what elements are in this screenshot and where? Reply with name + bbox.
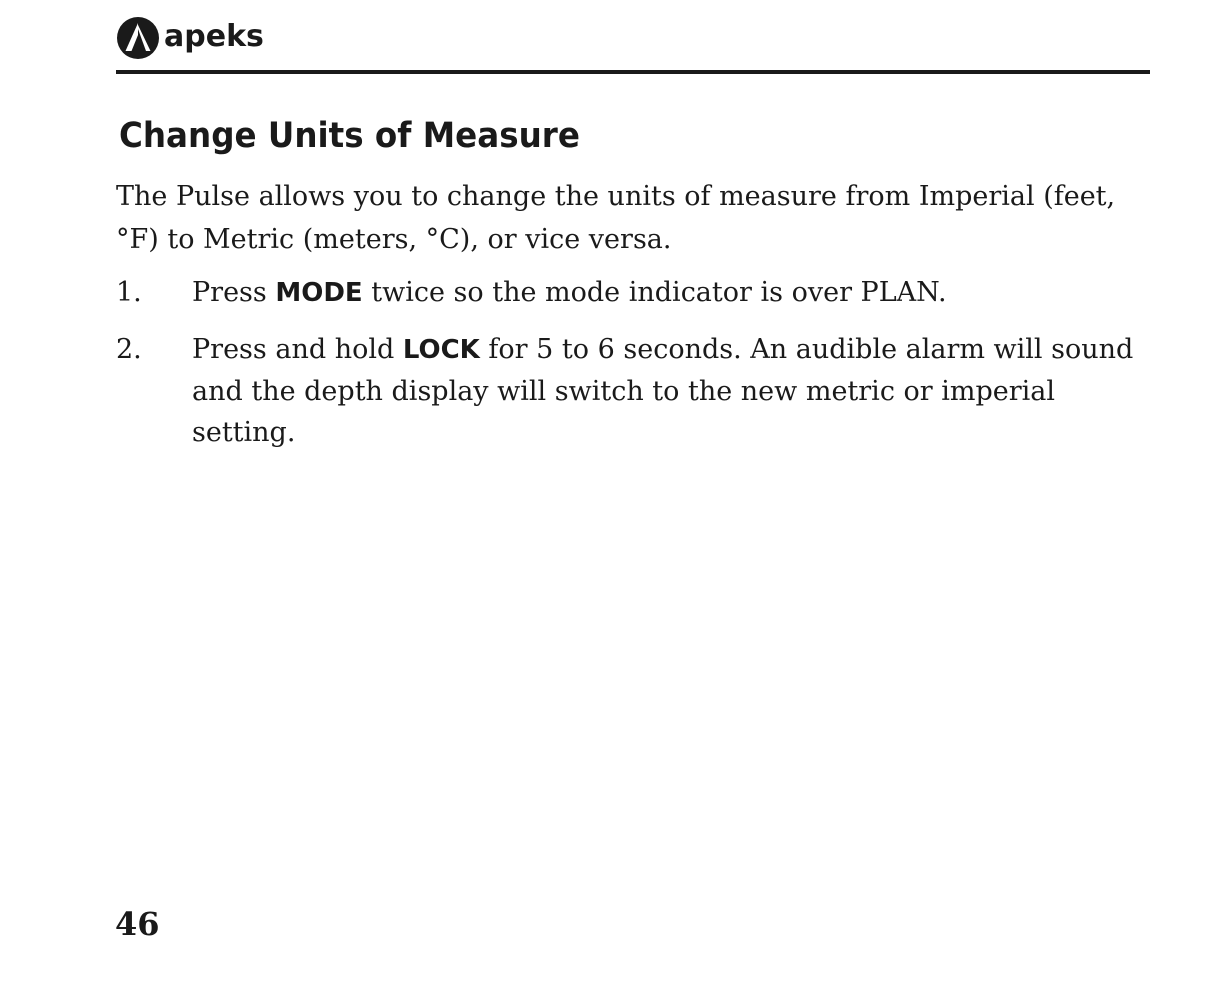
steps-list — [116, 272, 1136, 468]
intro-paragraph: The Pulse allows you to change the units of measure from Imperial (feet, °F) to Metric (meters, °C), or vice versa. — [116, 181, 1116, 255]
step-number: 1. — [116, 277, 142, 308]
step-text-after: twice so the mode indicator is over PLAN. — [362, 277, 947, 308]
apeks-emblem-icon — [116, 16, 160, 60]
step-text-after: for 5 to 6 seconds. An audible alarm will sound and the depth display will switch to the new metric or imperial setting. — [192, 334, 1134, 448]
page-header — [116, 14, 1150, 74]
button-name-lock: LOCK — [402, 335, 480, 365]
step-text-before: Press and hold — [192, 334, 403, 365]
list-item — [116, 329, 1136, 453]
header-rule — [116, 70, 1150, 74]
logo-wordmark: apeks — [164, 19, 264, 54]
step-number: 2. — [116, 334, 142, 365]
apeks-logo — [116, 16, 264, 60]
step-text-before: Press — [192, 277, 276, 308]
list-item — [116, 272, 1136, 314]
section-title: Change Units of Measure — [119, 116, 580, 156]
page-number: 46 — [115, 905, 160, 943]
button-name-mode: MODE — [275, 278, 363, 308]
